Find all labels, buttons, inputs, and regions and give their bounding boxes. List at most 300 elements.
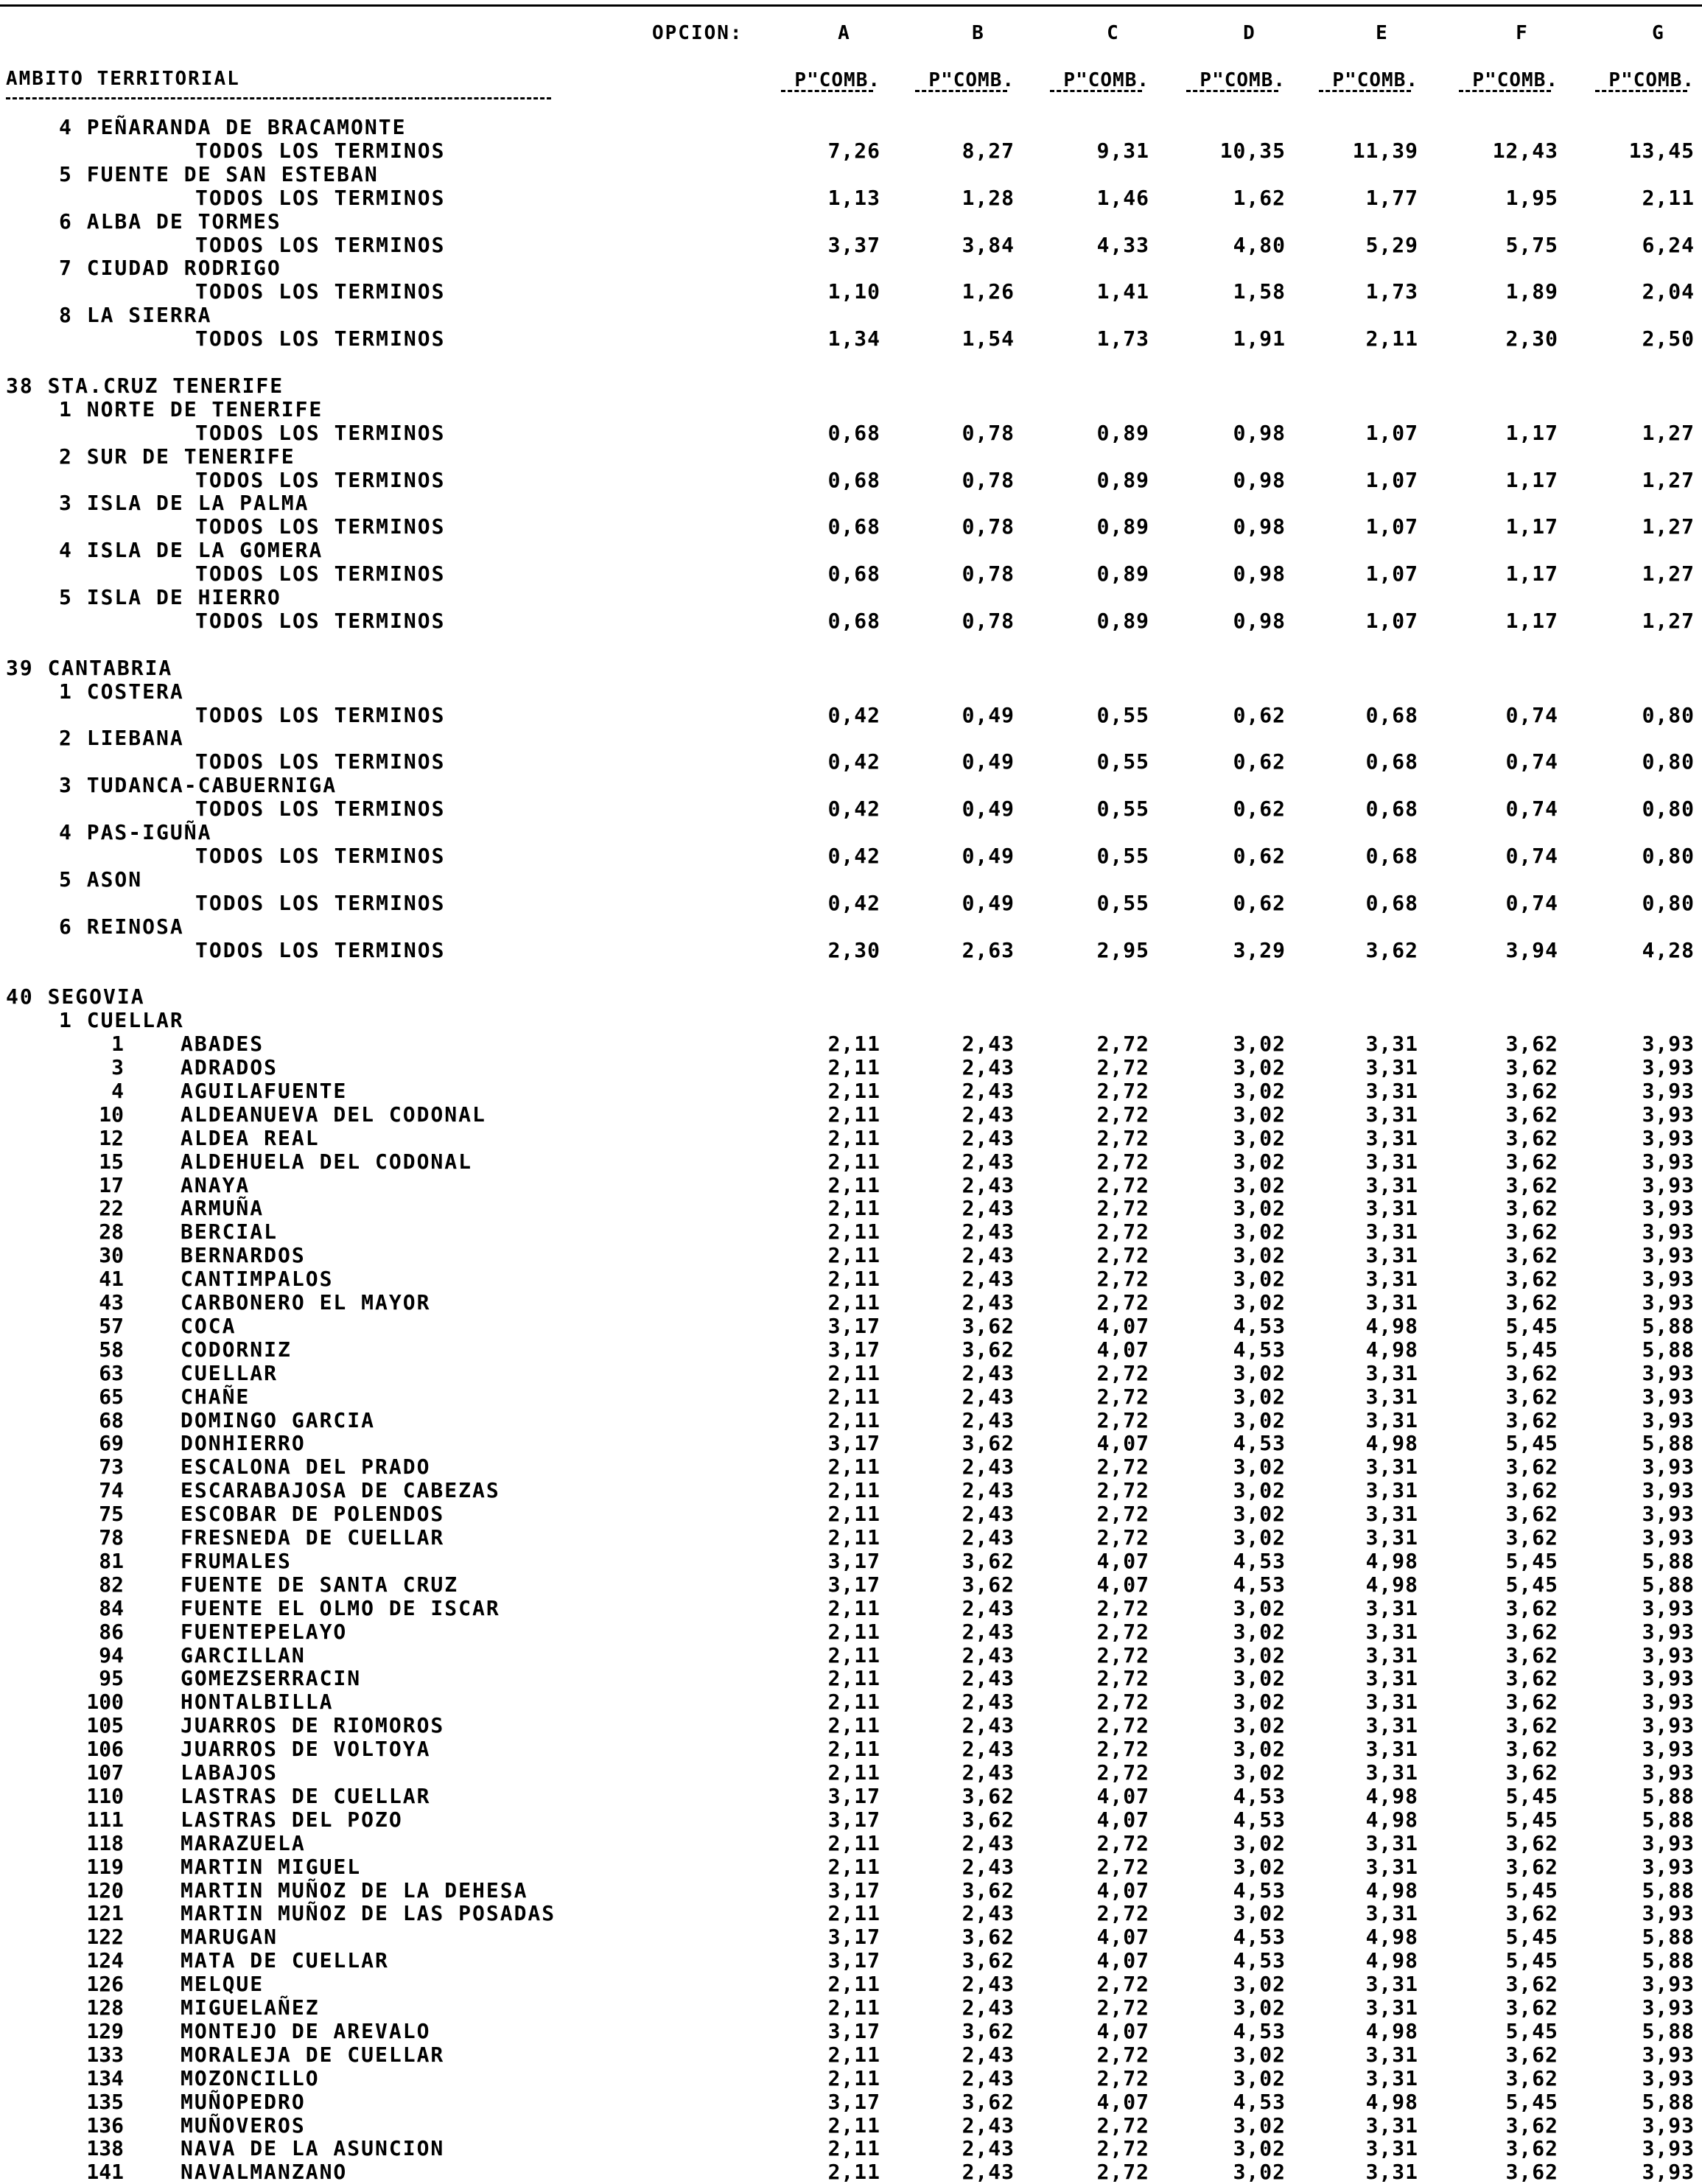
value-option-g: 3,93 xyxy=(1642,1619,1695,1644)
municipality-name: ESCALONA DEL PRADO xyxy=(181,1455,431,1480)
region-heading xyxy=(0,398,1702,421)
municipality-name: MARTIN MIGUEL xyxy=(181,1854,362,1879)
value-option-b: 3,62 xyxy=(962,1807,1015,1832)
value-option-c: 2,72 xyxy=(1096,1854,1149,1879)
value-option-d: 3,02 xyxy=(1233,1078,1286,1103)
row-label: 4 PAS-IGUÑA xyxy=(59,820,212,844)
value-option-c: 2,72 xyxy=(1096,1102,1149,1127)
municipality-name: NAVALMANZANO xyxy=(181,2160,348,2184)
value-option-c: 0,55 xyxy=(1096,890,1149,915)
value-option-d: 3,02 xyxy=(1233,1125,1286,1150)
value-option-e: 3,31 xyxy=(1365,1078,1418,1103)
region-heading xyxy=(0,915,1702,939)
pcomb-header: P"COMB. xyxy=(794,69,880,91)
value-option-b: 2,43 xyxy=(962,1125,1015,1150)
value-option-c: 1,73 xyxy=(1096,326,1149,351)
value-option-b: 2,43 xyxy=(962,1290,1015,1315)
value-option-e: 4,98 xyxy=(1365,1572,1418,1597)
value-option-a: 2,11 xyxy=(827,1737,880,1762)
value-option-a: 0,68 xyxy=(827,608,880,633)
value-option-e: 0,68 xyxy=(1365,749,1418,774)
value-option-f: 3,94 xyxy=(1505,937,1558,962)
value-option-a: 3,17 xyxy=(827,2089,880,2114)
value-option-a: 2,11 xyxy=(827,1267,880,1292)
value-option-b: 8,27 xyxy=(962,138,1015,163)
municipality-code: 133 xyxy=(86,2042,124,2067)
municipality-code: 138 xyxy=(86,2136,124,2161)
region-heading xyxy=(0,163,1702,186)
municipality-code: 134 xyxy=(86,2065,124,2090)
value-option-d: 3,02 xyxy=(1233,1455,1286,1480)
value-option-a: 0,42 xyxy=(827,890,880,915)
value-option-g: 4,28 xyxy=(1642,937,1695,962)
all-terms-row xyxy=(0,327,1702,351)
municipality-name: MARTIN MUÑOZ DE LAS POSADAS xyxy=(181,1901,556,1926)
value-option-c: 4,07 xyxy=(1096,1313,1149,1338)
municipality-row xyxy=(0,1150,1702,1174)
value-option-d: 3,02 xyxy=(1233,2136,1286,2161)
region-heading xyxy=(0,304,1702,327)
value-option-d: 4,80 xyxy=(1233,232,1286,257)
value-option-b: 3,62 xyxy=(962,2089,1015,2114)
value-option-c: 2,72 xyxy=(1096,1407,1149,1432)
municipality-code: 86 xyxy=(99,1619,124,1644)
municipality-name: COCA xyxy=(181,1313,237,1338)
value-option-f: 5,45 xyxy=(1505,2089,1558,2114)
value-option-e: 3,31 xyxy=(1365,1267,1418,1292)
value-option-b: 3,62 xyxy=(962,1877,1015,1903)
municipality-code: 65 xyxy=(99,1384,124,1409)
value-option-f: 3,62 xyxy=(1505,1854,1558,1879)
municipality-row xyxy=(0,1291,1702,1315)
value-option-c: 2,72 xyxy=(1096,1690,1149,1715)
row-label: TODOS LOS TERMINOS xyxy=(195,420,446,445)
value-option-b: 1,26 xyxy=(962,279,1015,304)
municipality-name: GARCILLAN xyxy=(181,1642,306,1667)
value-option-d: 0,62 xyxy=(1233,843,1286,868)
value-option-e: 3,62 xyxy=(1365,937,1418,962)
municipality-name: FRUMALES xyxy=(181,1548,292,1573)
value-option-a: 2,11 xyxy=(827,1455,880,1480)
value-option-g: 5,88 xyxy=(1642,2089,1695,2114)
province-heading xyxy=(0,657,1702,680)
municipality-row xyxy=(0,1996,1702,2020)
municipality-name: ALDEHUELA DEL CODONAL xyxy=(181,1149,473,1174)
all-terms-row xyxy=(0,750,1702,774)
municipality-row xyxy=(0,1338,1702,1362)
region-heading xyxy=(0,210,1702,234)
value-option-a: 0,42 xyxy=(827,797,880,822)
value-option-d: 3,02 xyxy=(1233,1290,1286,1315)
value-option-f: 0,74 xyxy=(1505,797,1558,822)
value-option-f: 1,17 xyxy=(1505,467,1558,492)
value-option-g: 3,93 xyxy=(1642,1525,1695,1550)
value-option-a: 2,11 xyxy=(827,1854,880,1879)
municipality-row xyxy=(0,1197,1702,1220)
value-option-c: 2,72 xyxy=(1096,1125,1149,1150)
municipality-code: 30 xyxy=(99,1243,124,1268)
value-option-d: 3,02 xyxy=(1233,1619,1286,1644)
municipality-code: 82 xyxy=(99,1572,124,1597)
value-option-e: 4,98 xyxy=(1365,1783,1418,1808)
municipality-name: ESCOBAR DE POLENDOS xyxy=(181,1502,445,1527)
municipality-row xyxy=(0,1409,1702,1432)
value-option-b: 2,43 xyxy=(962,1642,1015,1667)
municipality-row xyxy=(0,1079,1702,1103)
value-option-f: 3,62 xyxy=(1505,1102,1558,1127)
value-option-e: 3,31 xyxy=(1365,1172,1418,1197)
value-option-g: 5,88 xyxy=(1642,1431,1695,1456)
value-option-b: 2,43 xyxy=(962,1032,1015,1057)
value-option-g: 5,88 xyxy=(1642,1572,1695,1597)
value-option-a: 2,11 xyxy=(827,1972,880,1997)
value-option-g: 3,93 xyxy=(1642,1032,1695,1057)
municipality-code: 105 xyxy=(86,1713,124,1738)
value-option-e: 3,31 xyxy=(1365,1830,1418,1855)
value-option-d: 4,53 xyxy=(1233,1337,1286,1362)
value-option-e: 1,07 xyxy=(1365,561,1418,587)
value-option-b: 2,43 xyxy=(962,2042,1015,2067)
row-label: 1 COSTERA xyxy=(59,679,184,704)
value-option-a: 2,11 xyxy=(827,2136,880,2161)
value-option-b: 2,43 xyxy=(962,1502,1015,1527)
value-option-b: 3,62 xyxy=(962,1948,1015,1973)
value-option-f: 5,45 xyxy=(1505,1948,1558,1973)
value-option-g: 3,93 xyxy=(1642,2113,1695,2138)
municipality-code: 135 xyxy=(86,2089,124,2114)
value-option-d: 4,53 xyxy=(1233,1431,1286,1456)
all-terms-row xyxy=(0,234,1702,257)
value-option-b: 0,49 xyxy=(962,749,1015,774)
value-option-c: 2,72 xyxy=(1096,1525,1149,1550)
value-option-a: 3,17 xyxy=(827,2018,880,2043)
value-option-c: 4,07 xyxy=(1096,1807,1149,1832)
value-option-a: 3,17 xyxy=(827,1948,880,1973)
value-option-g: 3,93 xyxy=(1642,2042,1695,2067)
municipality-name: MUÑOVEROS xyxy=(181,2113,306,2138)
value-option-f: 3,62 xyxy=(1505,1478,1558,1503)
value-option-c: 2,72 xyxy=(1096,1219,1149,1245)
municipality-code: 10 xyxy=(99,1102,124,1127)
value-option-d: 3,02 xyxy=(1233,1149,1286,1174)
option-header-f: F xyxy=(1516,22,1527,44)
value-option-g: 3,93 xyxy=(1642,1972,1695,1997)
value-option-f: 3,62 xyxy=(1505,1525,1558,1550)
value-option-c: 2,72 xyxy=(1096,1455,1149,1480)
value-option-e: 3,31 xyxy=(1365,2160,1418,2184)
value-option-c: 1,46 xyxy=(1096,185,1149,210)
value-option-g: 5,88 xyxy=(1642,1948,1695,1973)
value-option-b: 3,84 xyxy=(962,232,1015,257)
value-option-d: 0,98 xyxy=(1233,467,1286,492)
value-option-d: 3,02 xyxy=(1233,1384,1286,1409)
value-option-a: 2,11 xyxy=(827,1478,880,1503)
value-option-e: 3,31 xyxy=(1365,1760,1418,1785)
municipality-code: 126 xyxy=(86,1972,124,1997)
value-option-b: 2,43 xyxy=(962,1972,1015,1997)
municipality-code: 4 xyxy=(111,1078,124,1103)
municipality-row xyxy=(0,1902,1702,1925)
value-option-a: 2,11 xyxy=(827,2065,880,2090)
municipality-name: ALDEA REAL xyxy=(181,1125,320,1150)
value-option-e: 3,31 xyxy=(1365,1995,1418,2020)
region-heading xyxy=(0,1009,1702,1032)
row-label: TODOS LOS TERMINOS xyxy=(195,843,446,868)
municipality-name: JUARROS DE VOLTOYA xyxy=(181,1737,431,1762)
value-option-g: 3,93 xyxy=(1642,1760,1695,1785)
value-option-a: 0,68 xyxy=(827,561,880,587)
municipality-row xyxy=(0,1879,1702,1903)
value-option-e: 3,31 xyxy=(1365,1854,1418,1879)
value-option-g: 5,88 xyxy=(1642,1783,1695,1808)
value-option-d: 3,02 xyxy=(1233,1972,1286,1997)
value-option-f: 1,17 xyxy=(1505,608,1558,633)
value-option-c: 2,72 xyxy=(1096,1995,1149,2020)
municipality-row xyxy=(0,2043,1702,2067)
value-option-b: 2,43 xyxy=(962,1149,1015,1174)
row-label: TODOS LOS TERMINOS xyxy=(195,514,446,539)
municipality-code: 128 xyxy=(86,1995,124,2020)
value-option-e: 3,31 xyxy=(1365,1713,1418,1738)
value-option-f: 3,62 xyxy=(1505,1149,1558,1174)
all-terms-row xyxy=(0,186,1702,210)
municipality-row xyxy=(0,1220,1702,1244)
all-terms-row xyxy=(0,939,1702,962)
value-option-d: 10,35 xyxy=(1219,138,1286,163)
value-option-b: 2,43 xyxy=(962,1525,1015,1550)
municipality-name: GOMEZSERRACIN xyxy=(181,1666,362,1691)
municipality-row xyxy=(0,1973,1702,1996)
value-option-e: 0,68 xyxy=(1365,797,1418,822)
value-option-f: 3,62 xyxy=(1505,1760,1558,1785)
municipality-name: FUENTEPELAYO xyxy=(181,1619,348,1644)
value-option-f: 3,62 xyxy=(1505,1078,1558,1103)
all-terms-row xyxy=(0,892,1702,915)
value-option-f: 3,62 xyxy=(1505,1713,1558,1738)
value-option-c: 2,72 xyxy=(1096,1149,1149,1174)
value-option-c: 2,95 xyxy=(1096,937,1149,962)
value-option-g: 1,27 xyxy=(1642,467,1695,492)
municipality-code: 28 xyxy=(99,1219,124,1245)
value-option-g: 3,93 xyxy=(1642,1642,1695,1667)
row-label: TODOS LOS TERMINOS xyxy=(195,702,446,727)
municipality-name: FRESNEDA DE CUELLAR xyxy=(181,1525,445,1550)
row-label: 4 ISLA DE LA GOMERA xyxy=(59,538,323,563)
value-option-e: 3,31 xyxy=(1365,1455,1418,1480)
value-option-g: 6,24 xyxy=(1642,232,1695,257)
value-option-f: 3,62 xyxy=(1505,1595,1558,1620)
municipality-code: 58 xyxy=(99,1337,124,1362)
municipality-name: DONHIERRO xyxy=(181,1431,306,1456)
value-option-g: 3,93 xyxy=(1642,1901,1695,1926)
value-option-e: 3,31 xyxy=(1365,2113,1418,2138)
row-label: 2 SUR DE TENERIFE xyxy=(59,444,295,469)
value-option-a: 2,11 xyxy=(827,1760,880,1785)
value-option-b: 3,62 xyxy=(962,1337,1015,1362)
value-option-g: 5,88 xyxy=(1642,1877,1695,1903)
municipality-code: 136 xyxy=(86,2113,124,2138)
value-option-b: 2,43 xyxy=(962,1455,1015,1480)
value-option-e: 3,31 xyxy=(1365,2065,1418,2090)
value-option-f: 5,45 xyxy=(1505,1807,1558,1832)
value-option-d: 3,02 xyxy=(1233,1854,1286,1879)
value-option-g: 1,27 xyxy=(1642,561,1695,587)
value-option-d: 4,53 xyxy=(1233,2018,1286,2043)
region-heading xyxy=(0,491,1702,515)
value-option-c: 0,55 xyxy=(1096,702,1149,727)
value-option-b: 3,62 xyxy=(962,1431,1015,1456)
value-option-f: 5,45 xyxy=(1505,1877,1558,1903)
value-option-a: 2,11 xyxy=(827,1995,880,2020)
value-option-c: 2,72 xyxy=(1096,1713,1149,1738)
municipality-name: NAVA DE LA ASUNCION xyxy=(181,2136,445,2161)
value-option-e: 1,73 xyxy=(1365,279,1418,304)
value-option-e: 3,31 xyxy=(1365,1595,1418,1620)
municipality-code: 120 xyxy=(86,1877,124,1903)
value-option-e: 3,31 xyxy=(1365,1407,1418,1432)
value-option-b: 0,78 xyxy=(962,561,1015,587)
value-option-g: 5,88 xyxy=(1642,1925,1695,1950)
value-option-b: 2,43 xyxy=(962,1172,1015,1197)
row-label: TODOS LOS TERMINOS xyxy=(195,797,446,822)
value-option-f: 3,62 xyxy=(1505,1172,1558,1197)
all-terms-row xyxy=(0,469,1702,492)
option-header-d: D xyxy=(1243,22,1255,44)
value-option-b: 1,54 xyxy=(962,326,1015,351)
municipality-name: ALDEANUEVA DEL CODONAL xyxy=(181,1102,486,1127)
row-label: TODOS LOS TERMINOS xyxy=(195,232,446,257)
value-option-b: 2,43 xyxy=(962,1995,1015,2020)
row-label: TODOS LOS TERMINOS xyxy=(195,890,446,915)
municipality-code: 119 xyxy=(86,1854,124,1879)
value-option-d: 3,02 xyxy=(1233,1196,1286,1221)
value-option-b: 2,43 xyxy=(962,1690,1015,1715)
value-option-f: 3,62 xyxy=(1505,1407,1558,1432)
municipality-name: LABAJOS xyxy=(181,1760,279,1785)
value-option-c: 2,72 xyxy=(1096,1478,1149,1503)
municipality-code: 118 xyxy=(86,1830,124,1855)
value-option-a: 2,11 xyxy=(827,1901,880,1926)
value-option-a: 3,17 xyxy=(827,1925,880,1950)
region-heading xyxy=(0,116,1702,139)
value-option-a: 3,17 xyxy=(827,1807,880,1832)
value-option-c: 2,72 xyxy=(1096,2113,1149,2138)
pcomb-header: P"COMB. xyxy=(1608,69,1695,91)
municipality-code: 1 xyxy=(111,1032,124,1057)
value-option-c: 2,72 xyxy=(1096,1760,1149,1785)
value-option-e: 3,31 xyxy=(1365,1690,1418,1715)
value-option-c: 2,72 xyxy=(1096,1290,1149,1315)
municipality-row xyxy=(0,1808,1702,1832)
municipality-name: LASTRAS DE CUELLAR xyxy=(181,1783,431,1808)
municipality-row xyxy=(0,1174,1702,1197)
value-option-g: 3,93 xyxy=(1642,1478,1695,1503)
municipality-row xyxy=(0,1949,1702,1973)
value-option-b: 2,43 xyxy=(962,1243,1015,1268)
value-option-e: 3,31 xyxy=(1365,1219,1418,1245)
value-option-b: 0,49 xyxy=(962,843,1015,868)
municipality-name: LASTRAS DEL POZO xyxy=(181,1807,403,1832)
value-option-b: 2,43 xyxy=(962,1901,1015,1926)
value-option-f: 3,62 xyxy=(1505,1384,1558,1409)
row-label: 38 STA.CRUZ TENERIFE xyxy=(6,373,284,398)
value-option-a: 2,11 xyxy=(827,1172,880,1197)
value-option-g: 3,93 xyxy=(1642,1502,1695,1527)
value-option-a: 2,11 xyxy=(827,2042,880,2067)
value-option-e: 11,39 xyxy=(1352,138,1418,163)
value-option-a: 2,11 xyxy=(827,1196,880,1221)
value-option-a: 0,42 xyxy=(827,749,880,774)
value-option-e: 4,98 xyxy=(1365,1337,1418,1362)
value-option-d: 3,02 xyxy=(1233,1760,1286,1785)
municipality-code: 141 xyxy=(86,2160,124,2184)
value-option-f: 3,62 xyxy=(1505,1666,1558,1691)
value-option-a: 2,11 xyxy=(827,1619,880,1644)
value-option-c: 4,07 xyxy=(1096,1925,1149,1950)
value-option-e: 4,98 xyxy=(1365,1807,1418,1832)
municipality-name: DOMINGO GARCIA xyxy=(181,1407,376,1432)
value-option-f: 1,89 xyxy=(1505,279,1558,304)
value-option-d: 0,98 xyxy=(1233,514,1286,539)
value-option-g: 3,93 xyxy=(1642,1360,1695,1385)
value-option-e: 0,68 xyxy=(1365,702,1418,727)
value-option-a: 2,11 xyxy=(827,1219,880,1245)
municipality-code: 106 xyxy=(86,1737,124,1762)
value-option-d: 3,02 xyxy=(1233,1267,1286,1292)
value-option-a: 0,68 xyxy=(827,467,880,492)
value-option-a: 2,11 xyxy=(827,1713,880,1738)
municipality-row xyxy=(0,1855,1702,1879)
municipality-row xyxy=(0,1432,1702,1455)
row-label: 7 CIUDAD RODRIGO xyxy=(59,256,281,281)
value-option-g: 5,88 xyxy=(1642,1807,1695,1832)
value-option-c: 2,72 xyxy=(1096,1642,1149,1667)
value-option-f: 5,45 xyxy=(1505,1313,1558,1338)
value-option-f: 5,45 xyxy=(1505,2018,1558,2043)
value-option-b: 3,62 xyxy=(962,1313,1015,1338)
municipality-code: 41 xyxy=(99,1267,124,1292)
row-label: TODOS LOS TERMINOS xyxy=(195,749,446,774)
value-option-f: 3,62 xyxy=(1505,1219,1558,1245)
municipality-row xyxy=(0,1267,1702,1291)
municipality-name: MARUGAN xyxy=(181,1925,279,1950)
municipality-row xyxy=(0,1103,1702,1127)
all-terms-row xyxy=(0,280,1702,304)
value-option-e: 4,98 xyxy=(1365,1925,1418,1950)
municipality-code: 68 xyxy=(99,1407,124,1432)
value-option-e: 3,31 xyxy=(1365,1055,1418,1079)
value-option-e: 0,68 xyxy=(1365,890,1418,915)
value-option-e: 2,11 xyxy=(1365,326,1418,351)
all-terms-row xyxy=(0,421,1702,445)
value-option-a: 2,11 xyxy=(827,1078,880,1103)
value-option-a: 2,11 xyxy=(827,1102,880,1127)
value-option-f: 5,45 xyxy=(1505,1548,1558,1573)
value-option-g: 3,93 xyxy=(1642,1196,1695,1221)
value-option-f: 5,45 xyxy=(1505,1783,1558,1808)
value-option-g: 3,93 xyxy=(1642,1149,1695,1174)
value-option-c: 2,72 xyxy=(1096,1830,1149,1855)
value-option-d: 0,62 xyxy=(1233,890,1286,915)
value-option-b: 2,43 xyxy=(962,1737,1015,1762)
value-option-e: 3,31 xyxy=(1365,1149,1418,1174)
municipality-row xyxy=(0,2020,1702,2043)
value-option-b: 2,43 xyxy=(962,1219,1015,1245)
municipality-code: 43 xyxy=(99,1290,124,1315)
option-header-a: A xyxy=(838,22,850,44)
value-option-d: 0,62 xyxy=(1233,797,1286,822)
value-option-f: 3,62 xyxy=(1505,1243,1558,1268)
